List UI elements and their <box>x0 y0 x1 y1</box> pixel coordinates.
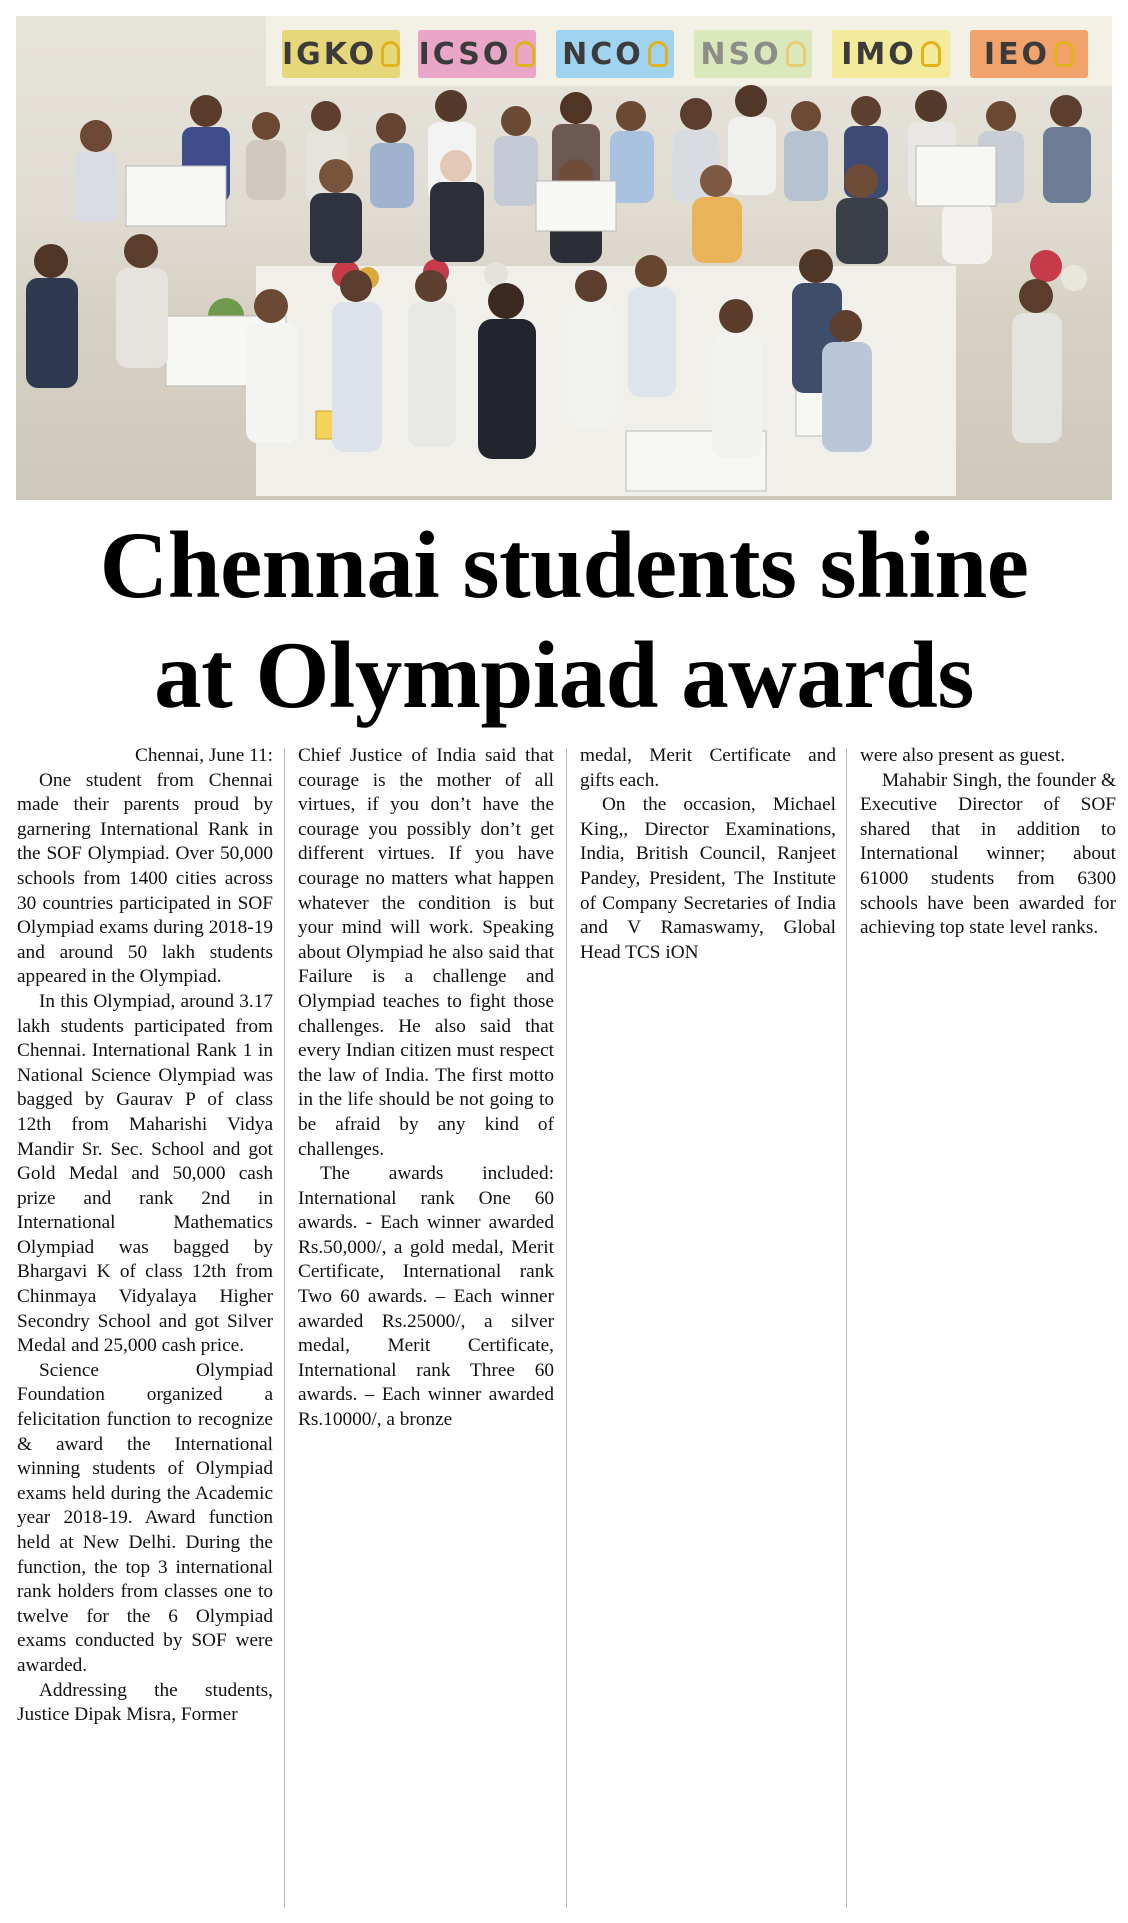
logo-imo: IMO <box>832 30 950 78</box>
logo-ieo: IEO <box>970 30 1088 78</box>
logo-igko: IGKO <box>282 30 400 78</box>
logo-icso: ICSO <box>418 30 536 78</box>
logo-nco: NCO <box>556 30 674 78</box>
crowd-illustration <box>16 16 1112 500</box>
paragraph: Chief Justice of India said that courage is the mother of all virtues, if you don’t have the courage you possibly don’t get different virtues. If you have courage no matters what happen whatever the condition is but your mind will work. Speaking about Olympiad he also said that Failure is a challenge and Olympiad teaches to fight those challenges. He also said that every Indian citizen must respect the law of India. The first motto in the life should be not going to be afraid by any kind of challenges. <box>298 745 554 1160</box>
paragraph: medal, Merit Certificate and gifts each. <box>580 745 836 791</box>
column-rule <box>846 748 847 1908</box>
article-column-2 <box>298 744 554 1433</box>
paragraph: Addressing the students, Justice Dipak Misra, Former <box>17 1679 273 1726</box>
column-rule <box>284 748 285 1908</box>
headline <box>0 510 1128 730</box>
column-rule <box>566 748 567 1908</box>
headline-line-1: Chennai students shine <box>99 512 1029 618</box>
headline-line-2: at Olympiad awards <box>154 622 974 728</box>
paragraph: One student from Chennai made their parents proud by garnering International Rank in the SOF Olympiad. Over 50,000 schools from 1400 cities across 30 countries participated in SOF Olympiad exams during 2018-19 and around 50 lakh students appeared in the Olympiad. <box>17 769 273 988</box>
paragraph: In this Olympiad, around 3.17 lakh students participated from Chennai. International Rank 1 in National Science Olympiad was bagged by Gaurav P of class 12th from Maharishi Vidya Mandir Sr. Sec. School and got Gold Medal and 50,000 cash prize and rank 2nd in International Mathematics Olympiad was bagged by Bhargavi K of class 12th from Chinmaya Vidyalaya Higher Secondry School and got Silver Medal and 25,000 cash price. <box>17 990 273 1357</box>
award-ceremony-photo <box>16 16 1112 500</box>
paragraph: were also present as guest. <box>860 745 1066 766</box>
article-column-1 <box>17 744 273 1728</box>
paragraph: On the occasion, Michael King,, Director Examinations, India, British Council, Ranjeet Pandey, President, The Institute of Company Secretaries of India and V Ramaswamy, Global Head TCS iON <box>580 794 836 963</box>
logo-nso: NSO <box>694 30 812 78</box>
paragraph: Science Olympiad Foundation organized a felicitation function to recognize & award the International winning students of Olympiad exams held during the Academic year 2018-19. Award function held at New Delhi. During the function, the top 3 international rank holders from classes one to twelve for the 6 Olympiad exams conducted by SOF were awarded. <box>17 1359 273 1676</box>
article-column-4 <box>860 744 1116 941</box>
dateline: Chennai, June 11: <box>135 745 273 766</box>
article-column-3 <box>580 744 836 965</box>
paragraph: Mahabir Singh, the founder & Executive Director of SOF shared that in addition to International winner; about 61000 students from 6300 schools have been awarded for achieving top state level ranks. <box>860 769 1116 939</box>
paragraph: The awards included: International rank One 60 awards. - Each winner awarded Rs.50,000/, a gold medal, Merit Certificate, International rank Two 60 awards. – Each winner awarded Rs.25000/, a silver medal, Merit Certificate, International rank Three 60 awards. – Each winner awarded Rs.10000/, a bronze <box>298 1163 554 1431</box>
